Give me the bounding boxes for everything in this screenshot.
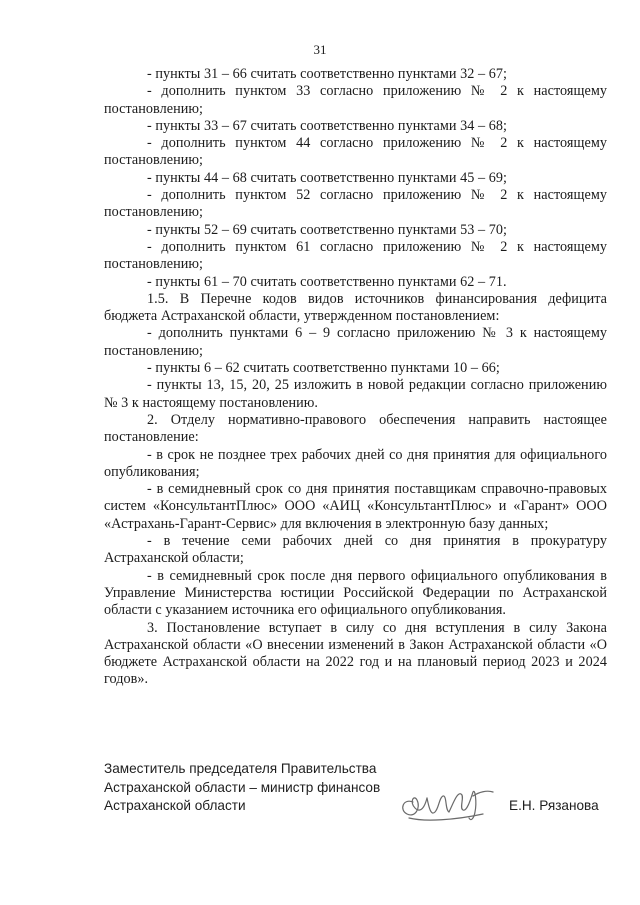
paragraph: - пункты 31 – 66 считать соответственно пунктами 32 – 67; <box>147 66 508 82</box>
paragraph: - дополнить пунктом 61 согласно приложению № 2 к настоящему постановлению; <box>104 238 607 273</box>
signatory-title <box>104 760 380 816</box>
signatory-title-line: Астраханской области – министр финансов <box>104 779 381 795</box>
paragraph: 3. Постановление вступает в силу со дня вступления в силу Закона Астраханской области «О внесении изменений в Закон Астраханской области «О бюджете Астраханской области на 2022 год и на плановый период 2023 и 2024 годов». <box>104 619 607 688</box>
handwritten-signature-icon <box>395 778 505 828</box>
paragraph: - дополнить пунктом 33 согласно приложению № 2 к настоящему постановлению; <box>104 83 607 117</box>
paragraph: - пункты 33 – 67 считать соответственно пунктами 34 – 68; <box>147 117 508 134</box>
signatory-title-line: Астраханской области <box>104 798 246 813</box>
page-number: 31 <box>313 42 327 57</box>
paragraph: - в течение семи рабочих дней со дня принятия в прокуратуру Астраханской области; <box>104 533 607 567</box>
paragraph: - в срок не позднее трех рабочих дней со дня принятия для официального опубликования; <box>104 446 607 480</box>
paragraph: - дополнить пунктом 52 согласно приложению № 2 к настоящему постановлению; <box>104 187 607 221</box>
signatory-name: Е.Н. Рязанова <box>509 798 599 813</box>
document-body <box>104 66 607 689</box>
paragraph: 1.5. В Перечне кодов видов источников финансирования дефицита бюджета Астраханской области, утвержденном постановлением: <box>104 290 607 325</box>
paragraph: - дополнить пунктами 6 – 9 согласно приложению № 3 к настоящему постановлению; <box>104 325 607 359</box>
paragraph: - дополнить пунктом 44 согласно приложению № 2 к настоящему постановлению; <box>104 135 607 169</box>
paragraph: - в семидневный срок со дня принятия поставщикам справочно-правовых систем «КонсультантПлюс» ООО «АИЦ «КонсультантПлюс» и «Гарант» ООО «Астрахань-Гарант-Сервис» для включения в электронную базу данных; <box>104 481 607 532</box>
paragraph: - пункты 61 – 70 считать соответственно пунктами 62 – 71. <box>147 273 507 290</box>
paragraph: 2. Отделу нормативно-правового обеспечения направить настоящее постановление: <box>104 411 607 446</box>
paragraph: - пункты 13, 15, 20, 25 изложить в новой редакции согласно приложению № 3 к настоящему постановлению. <box>104 377 607 411</box>
paragraph: - пункты 44 – 68 считать соответственно пунктами 45 – 69; <box>147 169 508 186</box>
signatory-title-line: Заместитель председателя Правительства <box>104 761 377 776</box>
paragraph: - пункты 6 – 62 считать соответственно пунктами 10 – 66; <box>147 360 500 377</box>
paragraph: - пункты 52 – 69 считать соответственно пунктами 53 – 70; <box>147 221 508 238</box>
paragraph: - в семидневный срок после дня первого официального опубликования в Управление Министерства юстиции Российской Федерации по Астраханской области с указанием источника его официального опубликования. <box>104 567 607 619</box>
